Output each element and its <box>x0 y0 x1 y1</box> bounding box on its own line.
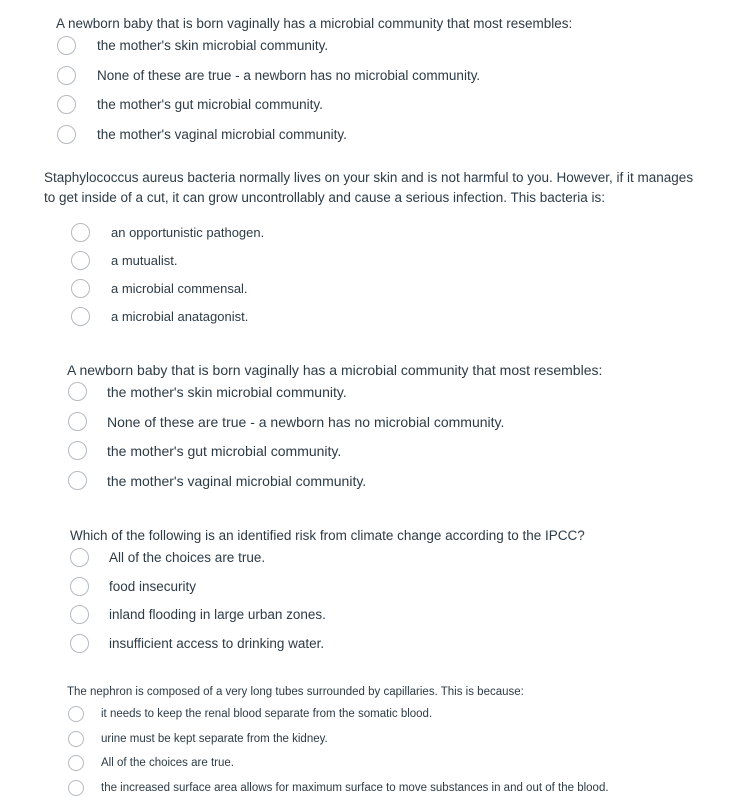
radio-button[interactable] <box>68 471 87 490</box>
answer-option[interactable] <box>67 780 727 805</box>
answer-option[interactable] <box>44 250 704 278</box>
radio-button[interactable] <box>68 755 84 771</box>
answer-label[interactable]: None of these are true - a newborn has no microbial community. <box>107 413 505 430</box>
question-text: Which of the following is an identified risk from climate change according to the IPCC? <box>70 528 585 543</box>
answer-option[interactable] <box>44 278 704 306</box>
radio-button[interactable] <box>68 412 87 431</box>
answer-label[interactable]: the mother's vaginal microbial community. <box>97 126 347 142</box>
answer-option[interactable] <box>56 123 716 153</box>
question-text: The nephron is composed of a very long tubes surrounded by capillaries. This is because: <box>67 686 524 698</box>
answer-option[interactable] <box>56 64 716 94</box>
answer-options <box>67 380 717 498</box>
answer-label[interactable]: All of the choices are true. <box>109 550 266 565</box>
answer-options <box>44 222 704 334</box>
answer-option[interactable] <box>70 546 720 575</box>
radio-button[interactable] <box>57 95 76 114</box>
answer-label[interactable]: the mother's skin microbial community. <box>97 38 329 53</box>
answer-label[interactable]: All of the choices are true. <box>101 757 234 769</box>
answer-option[interactable] <box>67 469 717 499</box>
question-4 <box>70 526 720 660</box>
radio-button[interactable] <box>57 66 76 85</box>
radio-button[interactable] <box>68 780 84 796</box>
answer-options <box>56 34 716 152</box>
answer-label[interactable]: None of these are true - a newborn has no microbial community. <box>97 67 481 83</box>
answer-option[interactable] <box>67 410 717 440</box>
answer-options <box>70 546 720 660</box>
answer-label[interactable]: the mother's gut microbial community. <box>107 443 342 459</box>
radio-button[interactable] <box>70 634 89 653</box>
answer-option[interactable] <box>67 755 727 780</box>
question-3 <box>67 360 717 498</box>
answer-label[interactable]: a microbial commensal. <box>111 281 248 296</box>
radio-button[interactable] <box>70 577 89 596</box>
question-1 <box>56 14 716 152</box>
question-text: A newborn baby that is born vaginally has a microbial community that most resembles: <box>56 16 573 31</box>
answer-label[interactable]: a microbial anatagonist. <box>111 309 249 324</box>
answer-option[interactable] <box>70 575 720 604</box>
answer-option[interactable] <box>56 93 716 123</box>
radio-button[interactable] <box>71 307 90 326</box>
answer-option[interactable] <box>44 306 704 334</box>
question-text: Staphylococcus aureus bacteria normally lives on your skin and is not harmful to you. However, if it manages to get inside of a cut, it can grow uncontrollably and cause a serious infection. This bacteria is: <box>44 170 694 205</box>
radio-button[interactable] <box>57 36 76 55</box>
answer-option[interactable] <box>67 731 727 756</box>
radio-button[interactable] <box>70 548 89 567</box>
answer-label[interactable]: the mother's vaginal microbial community. <box>107 472 367 489</box>
radio-button[interactable] <box>71 279 90 298</box>
answer-label[interactable]: urine must be kept separate from the kidney. <box>101 732 328 745</box>
radio-button[interactable] <box>71 223 90 242</box>
answer-options <box>67 706 727 804</box>
answer-label[interactable]: the increased surface area allows for maximum surface to move substances in and out of the blood. <box>101 781 609 794</box>
answer-label[interactable]: it needs to keep the renal blood separate from the somatic blood. <box>101 708 433 720</box>
radio-button[interactable] <box>57 125 76 144</box>
answer-option[interactable] <box>67 439 717 469</box>
answer-option[interactable] <box>70 632 720 661</box>
answer-label[interactable]: inland flooding in large urban zones. <box>109 607 326 622</box>
answer-label[interactable]: an opportunistic pathogen. <box>111 225 265 240</box>
answer-option[interactable] <box>67 706 727 731</box>
answer-option[interactable] <box>56 34 716 64</box>
radio-button[interactable] <box>71 251 90 270</box>
question-5 <box>67 684 727 804</box>
answer-label[interactable]: food insecurity <box>109 578 197 594</box>
radio-button[interactable] <box>68 441 87 460</box>
answer-option[interactable] <box>67 380 717 410</box>
radio-button[interactable] <box>70 605 89 624</box>
question-2 <box>44 168 704 334</box>
answer-label[interactable]: a mutualist. <box>111 253 178 268</box>
answer-option[interactable] <box>70 603 720 632</box>
answer-label[interactable]: the mother's gut microbial community. <box>97 97 323 112</box>
answer-label[interactable]: insufficient access to drinking water. <box>109 635 325 651</box>
radio-button[interactable] <box>68 382 87 401</box>
answer-option[interactable] <box>44 222 704 250</box>
radio-button[interactable] <box>68 706 84 722</box>
question-text: A newborn baby that is born vaginally has a microbial community that most resembles: <box>67 362 603 378</box>
radio-button[interactable] <box>68 731 84 747</box>
answer-label[interactable]: the mother's skin microbial community. <box>107 384 347 400</box>
